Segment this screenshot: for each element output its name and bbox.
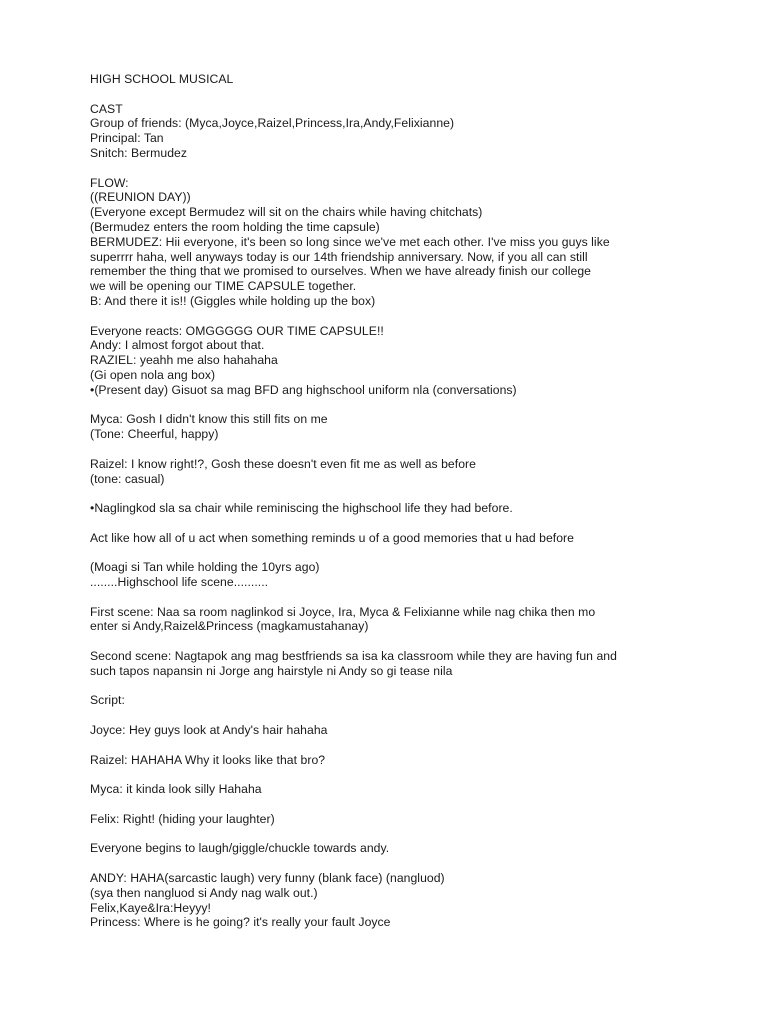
text-line: Second scene: Nagtapok ang mag bestfriends sa isa ka classroom while they are having fun and bbox=[90, 649, 617, 664]
text-line: enter si Andy,Raizel&Princess (magkamustahanay) bbox=[90, 619, 369, 634]
text-line: Andy: I almost forgot about that. bbox=[90, 338, 265, 353]
text-line: Script: bbox=[90, 693, 125, 708]
text-line: (Bermudez enters the room holding the time capsule) bbox=[90, 219, 380, 234]
blank-line bbox=[90, 797, 710, 812]
text-line: Everyone reacts: OMGGGGG OUR TIME CAPSULE!! bbox=[90, 323, 384, 338]
text-line: Raizel: HAHAHA Why it looks like that bro? bbox=[90, 752, 326, 767]
text-line: Joyce: Hey guys look at Andy's hair hahaha bbox=[90, 723, 328, 738]
text-line: Felix: Right! (hiding your laughter) bbox=[90, 811, 275, 826]
text-line: (Everyone except Bermudez will sit on the chairs while having chitchats) bbox=[90, 205, 483, 220]
blank-line bbox=[90, 856, 710, 871]
text-line: •(Present day) Gisuot sa mag BFD ang highschool uniform nla (conversations) bbox=[90, 382, 517, 397]
blank-line bbox=[90, 738, 710, 753]
text-line: ANDY: HAHA(sarcastic laugh) very funny (blank face) (nangluod) bbox=[90, 871, 445, 886]
text-line: (Moagi si Tan while holding the 10yrs ago) bbox=[90, 560, 320, 575]
text-line: RAZIEL: yeahh me also hahahaha bbox=[90, 353, 278, 368]
text-line: superrrr haha, well anyways today is our 14th friendship anniversary. Now, if you all can still bbox=[90, 249, 588, 264]
text-line: Raizel: I know right!?, Gosh these doesn't even fit me as well as before bbox=[90, 456, 476, 471]
blank-line bbox=[90, 767, 710, 782]
text-line: (Gi open nola ang box) bbox=[90, 367, 216, 382]
blank-line bbox=[90, 398, 710, 413]
blank-line bbox=[90, 634, 710, 649]
text-line: (tone: casual) bbox=[90, 471, 165, 486]
text-line: (sya then nangluod si Andy nag walk out.) bbox=[90, 885, 318, 900]
text-line: •Naglingkod sla sa chair while reminiscing the highschool life they had before. bbox=[90, 501, 513, 516]
text-line: First scene: Naa sa room naglinkod si Joyce, Ira, Myca & Felixianne while nag chika then mo bbox=[90, 604, 596, 619]
blank-line bbox=[90, 516, 710, 531]
document-title: HIGH SCHOOL MUSICAL bbox=[90, 72, 234, 86]
blank-line bbox=[90, 827, 710, 842]
text-line: ((REUNION DAY)) bbox=[90, 190, 191, 205]
text-line: Myca: it kinda look silly Hahaha bbox=[90, 782, 262, 797]
text-line: Felix,Kaye&Ira:Heyyy! bbox=[90, 900, 211, 915]
text-line: Snitch: Bermudez bbox=[90, 145, 187, 160]
text-line: ........Highschool life scene.......... bbox=[90, 575, 269, 590]
text-line: Act like how all of u act when something reminds u of a good memories that u had before bbox=[90, 530, 574, 545]
blank-line bbox=[90, 161, 710, 176]
document-body bbox=[90, 72, 710, 930]
text-line: we will be opening our TIME CAPSULE together. bbox=[90, 279, 357, 294]
blank-line bbox=[90, 546, 710, 561]
text-line: (Tone: Cheerful, happy) bbox=[90, 427, 219, 442]
blank-line bbox=[90, 708, 710, 723]
text-line: Myca: Gosh I didn't know this still fits on me bbox=[90, 412, 328, 427]
blank-line bbox=[90, 590, 710, 605]
text-line: Principal: Tan bbox=[90, 131, 164, 146]
blank-line bbox=[90, 442, 710, 457]
text-line: FLOW: bbox=[90, 175, 129, 190]
text-line: Group of friends: (Myca,Joyce,Raizel,Princess,Ira,Andy,Felixianne) bbox=[90, 116, 455, 131]
blank-line bbox=[90, 486, 710, 501]
blank-line bbox=[90, 87, 710, 102]
blank-line bbox=[90, 309, 710, 324]
text-line: Princess: Where is he going? it's really your fault Joyce bbox=[90, 915, 391, 930]
text-line: BERMUDEZ: Hii everyone, it's been so long since we've met each other. I've miss you guys like bbox=[90, 234, 610, 249]
text-line: B: And there it is!! (Giggles while holding up the box) bbox=[90, 293, 376, 308]
blank-line bbox=[90, 679, 710, 694]
text-line: remember the thing that we promised to ourselves. When we have already finish our college bbox=[90, 264, 592, 279]
text-line: CAST bbox=[90, 101, 123, 116]
text-line: such tapos napansin ni Jorge ang hairstyle ni Andy so gi tease nila bbox=[90, 663, 453, 678]
text-line: Everyone begins to laugh/giggle/chuckle towards andy. bbox=[90, 841, 390, 856]
